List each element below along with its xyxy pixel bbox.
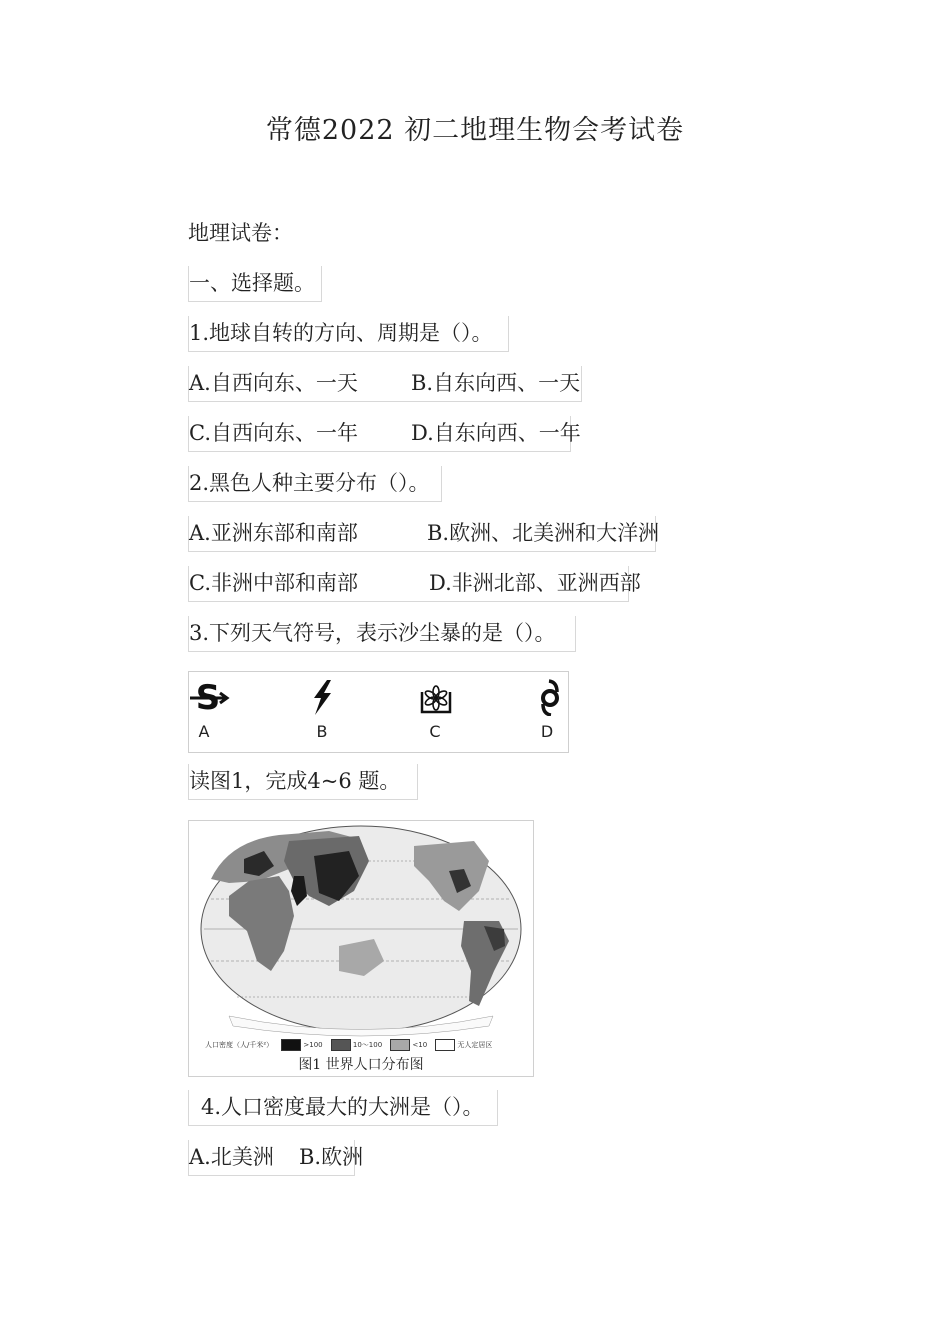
legend-label-low: <10 [412,1041,428,1049]
option-a: A.亚洲东部和南部 [189,521,358,545]
option-c: C.非洲中部和南部 [189,571,358,595]
option-d: D.非洲北部、亚洲西部 [429,571,641,595]
legend-label-medium: 10～100 [352,1041,383,1049]
thunderstorm-icon [297,678,347,720]
question-1-options-cd [188,416,581,452]
question-3-stem: 3.下列天气符号，表示沙尘暴的是（）。 [188,616,576,652]
legend-label-uninhabited: 无人定居区 [457,1041,493,1049]
typhoon-icon [525,678,575,720]
snow-icon [411,678,461,720]
map-legend [205,1039,492,1051]
map-instruction: 读图1，完成4~6 题。 [188,764,418,800]
part-title: 一、选择题。 [188,266,322,302]
legend-title: 人口密度（人/千米²） [205,1041,274,1049]
option-b: B.自东向西、一天 [411,371,581,395]
option-a: A.自西向东、一天 [189,371,358,395]
section-title: 地理试卷： [188,221,293,245]
question-1-stem: 1.地球自转的方向、周期是（）。 [188,316,509,352]
map-caption: 图1 世界人口分布图 [298,1057,424,1073]
option-c: C.自西向东、一年 [189,421,358,445]
legend-swatch-medium [331,1039,351,1051]
sandstorm-icon [183,678,233,720]
option-label-c: C [429,722,441,741]
question-2-options-cd [188,566,641,602]
question-4-options-ab [188,1140,364,1176]
svg-text:S: S [195,678,221,716]
legend-label-high: >100 [303,1041,323,1049]
legend-swatch-uninhabited [435,1039,455,1051]
map-graphic [189,821,533,1041]
legend-swatch-low [390,1039,410,1051]
page-title: 常德2022 初二地理生物会考试卷 [265,115,685,146]
world-population-map [188,820,534,1077]
legend-swatch-high [281,1039,301,1051]
question-2-options-ab [188,516,660,552]
option-d: D.自东向西、一年 [411,421,581,445]
question-2-stem: 2.黑色人种主要分布（）。 [188,466,442,502]
option-b: B.欧洲 [299,1145,364,1169]
weather-symbols-figure [188,671,569,753]
option-label-a: A [198,722,210,741]
option-label-b: B [316,722,328,741]
question-1-options-ab [188,366,582,402]
option-b: B.欧洲、北美洲和大洋洲 [427,521,660,545]
question-4-stem: 4.人口密度最大的大洲是（）。 [188,1090,498,1126]
option-a: A.北美洲 [189,1145,274,1169]
option-label-d: D [540,722,554,741]
